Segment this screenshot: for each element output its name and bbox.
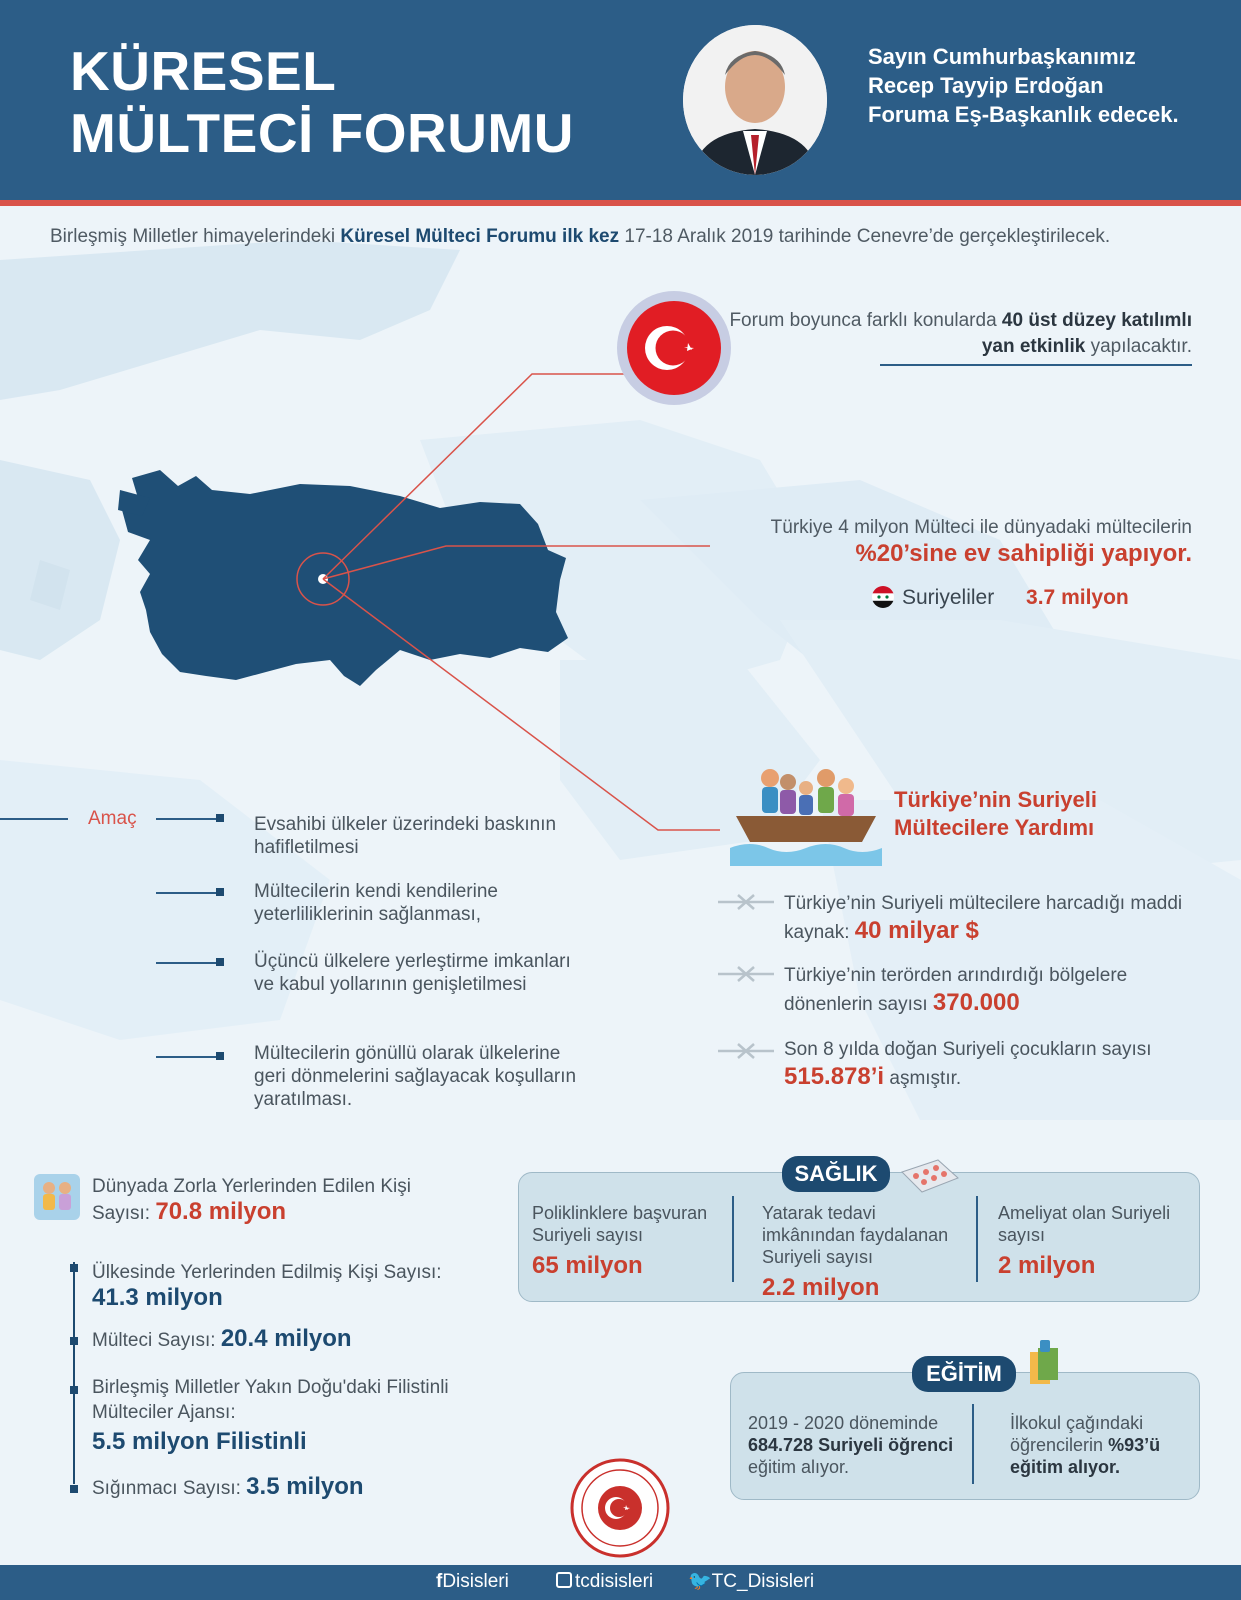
twitter-icon: 🐦 <box>688 1571 712 1592</box>
aim-bullet-1 <box>216 814 224 822</box>
aim-bullet-3 <box>216 958 224 966</box>
health-col-3-value: 2 milyon <box>998 1252 1096 1279</box>
help-stat-2 <box>784 962 1204 1018</box>
title-line-2: MÜLTECİ FORUMU <box>70 102 574 164</box>
displaced-item-3-label: Birleşmiş Milletler Yakın Doğu'daki Filistinli Mülteciler Ajansı: <box>92 1377 449 1423</box>
forum-note-after: yapılacaktır. <box>1085 336 1192 357</box>
health-separator-2 <box>976 1196 978 1282</box>
instagram-icon <box>556 1572 572 1588</box>
help-stat-1-value: 40 milyar $ <box>854 917 979 944</box>
barbed-wire-icon <box>718 1042 774 1060</box>
help-stat-1 <box>784 890 1204 946</box>
facebook-handle: Disisleri <box>442 1571 509 1592</box>
health-col-3 <box>998 1202 1188 1282</box>
displaced-vertical-line <box>73 1262 75 1484</box>
help-stat-3-text: Son 8 yılda doğan Suriyeli çocukların sayısı <box>784 1039 1152 1060</box>
displaced-item-4-value: 3.5 milyon <box>246 1473 364 1500</box>
portrait-figure-icon <box>683 25 827 175</box>
portrait-note: Sayın Cumhurbaşkanımız Recep Tayyip Erdoğan Foruma Eş-Başkanlık edecek. <box>868 44 1179 127</box>
aim-label: Amaç <box>88 808 137 829</box>
ministry-seal-icon <box>570 1458 670 1558</box>
displaced-item-1 <box>92 1260 452 1312</box>
instagram-handle: tcdisisleri <box>575 1571 654 1592</box>
displaced-item-4-label: Sığınmacı Sayısı: <box>92 1478 247 1499</box>
barbed-wire-icon <box>718 893 774 911</box>
turkey-shape <box>122 470 568 686</box>
barbed-wire-icon <box>718 965 774 983</box>
displaced-total <box>92 1174 452 1226</box>
displaced-item-3-value: 5.5 milyon Filistinli <box>92 1428 307 1455</box>
displaced-item-2-value: 20.4 milyon <box>220 1325 352 1352</box>
health-col-3-text: Ameliyat olan Suriyeli sayısı <box>998 1203 1171 1245</box>
education-col-1-bold: 684.728 Suriyeli öğrenci <box>748 1435 954 1455</box>
facebook-icon: f <box>436 1571 443 1592</box>
education-col-1-before: 2019 - 2020 döneminde <box>748 1413 939 1433</box>
twitter-handle: TC_Disisleri <box>711 1571 815 1592</box>
displaced-total-label: Dünyada Zorla Yerlerinden Edilen Kişi Sayısı: <box>92 1176 411 1224</box>
aim-line <box>0 818 68 820</box>
education-label: EĞİTİM <box>912 1356 1016 1392</box>
intro-after: 17-18 Aralık 2019 tarihinde Cenevre’de gerçekleştirilecek. <box>619 226 1111 247</box>
aim-item-3: Üçüncü ülkelere yerleştirme imkanları ve kabul yollarının genişletilmesi <box>254 951 571 995</box>
education-col-1-after: eğitim alıyor. <box>748 1457 850 1477</box>
health-separator-1 <box>732 1196 734 1282</box>
syrians-label: Suriyeliler <box>902 586 995 609</box>
help-stat-3-value: 515.878’i <box>784 1063 885 1090</box>
help-stat-2-text: Türkiye’nin terörden arındırdığı bölgelere dönenlerin sayısı <box>784 965 1128 1015</box>
help-stat-1-text: Türkiye’nin Suriyeli mültecilere harcadığı maddi kaynak: <box>784 893 1183 943</box>
aim-bullet-2 <box>216 888 224 896</box>
health-col-1 <box>532 1202 732 1282</box>
title-line-1: KÜRESEL <box>70 40 337 102</box>
displaced-bullet-1 <box>70 1264 78 1272</box>
pills-icon <box>898 1158 960 1194</box>
aim-connector-2 <box>156 892 218 894</box>
education-col-2-bold: %93’ü eğitim alıyor. <box>1010 1435 1161 1477</box>
aim-item-2: Mültecilerin kendi kendilerine yeterliliklerinin sağlanması, <box>254 881 498 925</box>
refugee-boat-icon <box>730 756 882 866</box>
displaced-total-value: 70.8 milyon <box>155 1198 287 1225</box>
intro-bold: Küresel Mülteci Forumu ilk kez <box>340 226 620 247</box>
syrians-value: 3.7 milyon <box>1026 586 1129 609</box>
twitter-link[interactable] <box>688 1568 814 1596</box>
syrians-row <box>872 586 1232 610</box>
education-col-2 <box>1010 1412 1188 1478</box>
aim-item-1: Evsahibi ülkeler üzerindeki baskının hafifletilmesi <box>254 814 557 858</box>
forum-note-bold: 40 üst düzey katılımlı yan etkinlik <box>981 310 1192 357</box>
syrian-flag-icon <box>872 586 894 608</box>
facebook-link[interactable] <box>436 1568 509 1596</box>
forum-note-underline <box>880 364 1192 366</box>
health-col-1-value: 65 milyon <box>532 1252 643 1279</box>
health-label: SAĞLIK <box>782 1156 890 1192</box>
host-text: Türkiye 4 milyon Mülteci ile dünyadaki mültecilerin <box>770 517 1192 538</box>
displaced-item-2 <box>92 1326 452 1353</box>
help-stat-3 <box>784 1036 1204 1092</box>
health-col-2-value: 2.2 milyon <box>762 1274 880 1301</box>
aim-connector-3 <box>156 962 218 964</box>
aim-connector-1 <box>156 818 218 820</box>
forum-note-before: Forum boyunca farklı konularda <box>729 310 1002 331</box>
instagram-link[interactable] <box>556 1568 653 1596</box>
president-portrait <box>683 25 827 175</box>
header-divider <box>0 200 1241 206</box>
books-icon <box>1024 1338 1066 1388</box>
help-title-line-1: Türkiye’nin Suriyeli <box>894 787 1097 812</box>
displaced-item-4 <box>92 1474 452 1501</box>
help-stat-2-value: 370.000 <box>932 989 1020 1016</box>
education-col-2-before: İlkokul çağındaki öğrencilerin <box>1010 1413 1144 1455</box>
forum-side-events-note <box>700 308 1192 360</box>
page-title <box>70 40 574 164</box>
displaced-item-2-label: Mülteci Sayısı: <box>92 1330 221 1351</box>
health-col-2 <box>762 1202 972 1304</box>
health-col-2-text: Yatarak tedavi imkânından faydalanan Suriyeli sayısı <box>762 1203 949 1267</box>
displaced-item-1-label: Ülkesinde Yerlerinden Edilmiş Kişi Sayısı: <box>92 1262 442 1283</box>
displaced-bullet-4 <box>70 1485 78 1493</box>
aim-bullet-4 <box>216 1052 224 1060</box>
health-col-1-text: Poliklinklere başvuran Suriyeli sayısı <box>532 1203 708 1245</box>
host-highlight: %20’sine ev sahipliği yapıyor. <box>855 540 1192 567</box>
help-title-line-2: Mültecilere Yardımı <box>894 815 1095 840</box>
help-stat-3-after: aşmıştır. <box>884 1068 962 1089</box>
education-separator <box>972 1404 974 1484</box>
intro-before: Birleşmiş Milletler himayelerindeki <box>50 226 341 247</box>
help-title <box>894 786 1194 842</box>
displaced-item-1-value: 41.3 milyon <box>92 1284 223 1311</box>
displaced-item-3 <box>92 1375 452 1454</box>
displaced-bullet-2 <box>70 1337 78 1345</box>
education-col-1 <box>748 1412 968 1478</box>
aim-item-4: Mültecilerin gönüllü olarak ülkelerine geri dönmelerini sağlayacak koşulların yaratılması. <box>254 1043 577 1110</box>
displaced-bullet-3 <box>70 1386 78 1394</box>
aim-connector-4 <box>156 1056 218 1058</box>
people-icon <box>34 1174 80 1220</box>
